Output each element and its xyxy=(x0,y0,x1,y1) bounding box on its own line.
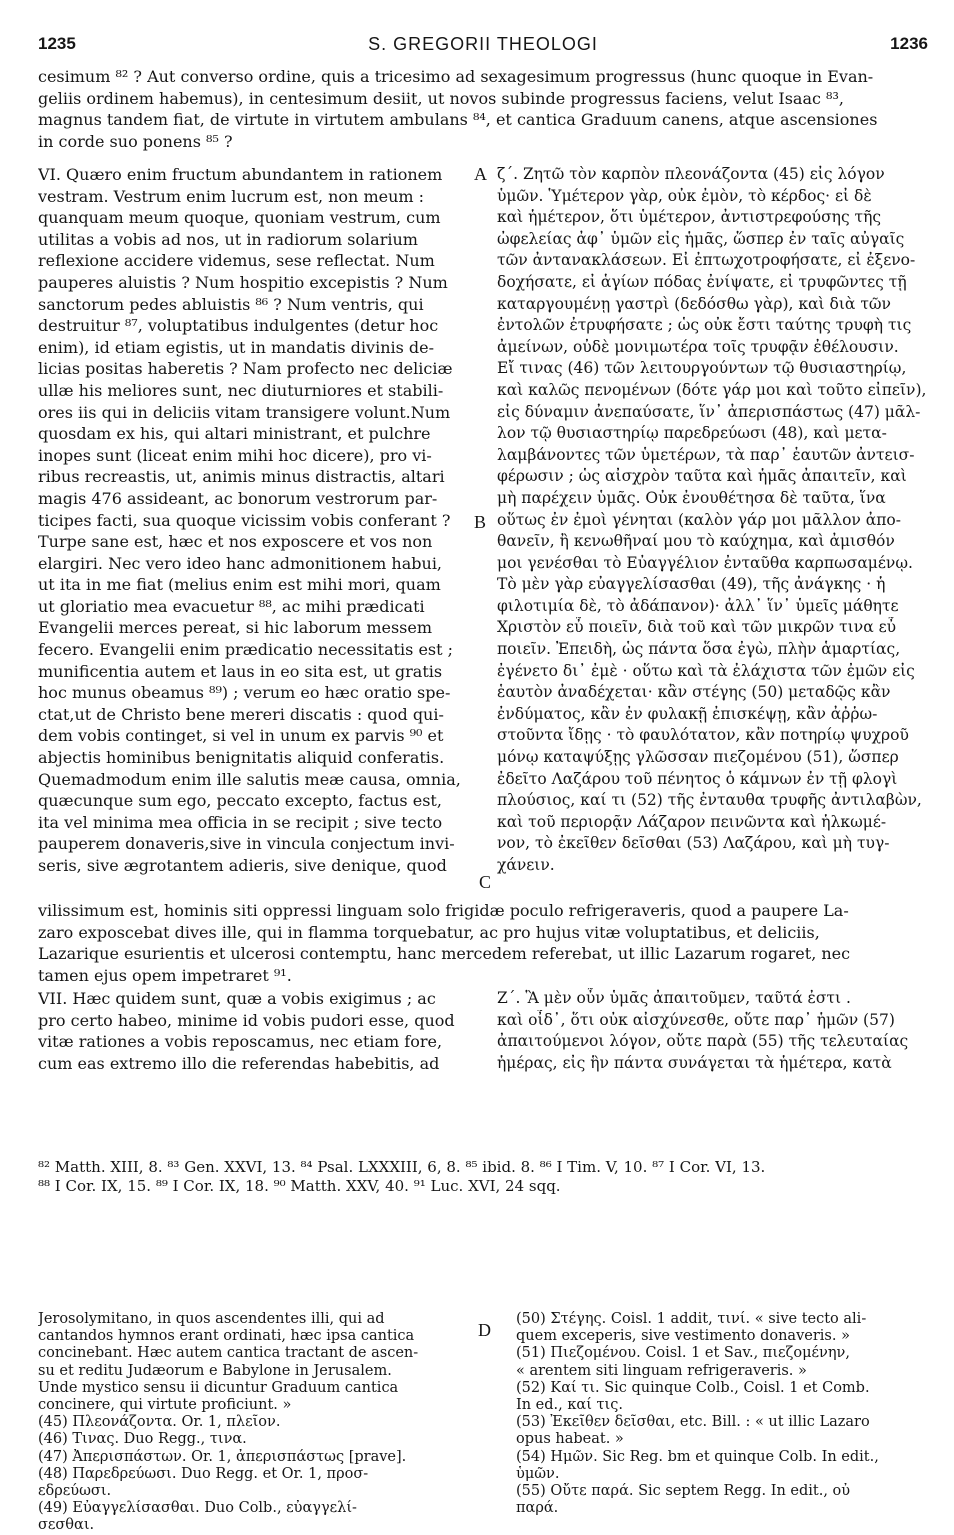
text-line: Χριστὸν εὖ ποιεῖν, διὰ τοῦ καὶ τῶν μικρῶν τινα εὖ xyxy=(497,618,897,637)
text-line: ut gloriatio mea evacuetur ⁸⁸, ac mihi prædicati xyxy=(38,596,425,616)
text-line: opus habeat. » xyxy=(516,1431,624,1448)
text-line: (45) Πλεονάζοντα. Or. 1, πλεῖον. xyxy=(38,1414,281,1431)
greek-column xyxy=(497,164,933,877)
text-line: pauperes aluistis ? Num hospitio excepistis ? Num xyxy=(38,272,448,292)
text-line: VI. Quæro enim fructum abundantem in rationem xyxy=(38,165,443,184)
text-line: εἰς δύναμιν ἀνεπαύσατε, ἵν᾽ ἀπερισπάστως (47) μᾶλ- xyxy=(497,402,921,421)
text-line: elargiri. Nec vero ideo hanc admonitionem habui, xyxy=(38,553,443,573)
latin-column xyxy=(38,164,470,877)
text-line: ἐντολῶν ἐτρυφήσατε ; ὡς οὐκ ἔστι ταύτης τρυφὴ τις xyxy=(497,316,912,335)
text-line: οὕτως ἐν ἐμοὶ γένηται (καλὸν γάρ μοι μᾶλλον ἀπο- xyxy=(497,510,901,529)
text-line: ὑμῶν. xyxy=(516,1465,560,1482)
text-line: (53) Ἐκεῖθεν δεῖσθαι, etc. Bill. : « ut illic Lazaro xyxy=(516,1414,870,1431)
text-line: ἐνδύματος, κἂν ἐν φυλακῇ ἐπισκέψῃ, κἂν ἀῤῥω- xyxy=(497,704,878,723)
text-line: ἐδεῖτο Λαζάρου τοῦ πένητος ὁ κάμνων ἐν τῇ φλογὶ xyxy=(497,769,898,788)
text-line: ὠφελείας ἀφ᾽ ὑμῶν εἰς ἡμᾶς, ὥσπερ ἐν ταῖς αὐγαῖς xyxy=(497,229,905,248)
text-line: θανεῖν, ἢ κενωθῆναί μου τὸ καύχημα, καὶ ἀμισθόν xyxy=(497,532,895,551)
text-line: pro certo habeo, minime id vobis pudori esse, quod xyxy=(38,1010,455,1030)
text-line: ἀπαιτούμενοι λόγον, οὔτε παρὰ (55) τῆς τελευταίας xyxy=(497,1032,909,1051)
text-line: pauperem donaveris,sive in vincula conjectum invi- xyxy=(38,834,455,854)
critical-notes-left xyxy=(38,1311,470,1535)
page-number-left: 1235 xyxy=(38,34,76,53)
text-line: (49) Εὐαγγελίσασθαι. Duo Colb., εὐαγγελί- xyxy=(38,1500,357,1517)
text-line: (55) Οὔτε παρά. Sic septem Regg. In edit., οὐ xyxy=(516,1483,851,1500)
text-line: μόνῳ καταψύξῃς γλῶσσαν πιεζομένου (51), ὥσπερ xyxy=(497,748,899,767)
middle-paragraph xyxy=(38,900,928,986)
greek-column-2 xyxy=(497,988,933,1074)
section-marker-c: C xyxy=(479,872,492,892)
text-line: φιλοτιμία δὲ, τὸ ἀδάπανον)· ἀλλ᾽ ἵν᾽ ὑμεῖς μάθητε xyxy=(497,596,899,615)
text-line: ποιεῖν. Ἐπειδὴ, ὡς πάντα ὅσα ἐγὼ, πλὴν ἁμαρτίας, xyxy=(497,640,901,659)
text-line: Unde mystico sensu ii dicuntur Graduum cantica xyxy=(38,1379,399,1396)
text-line: Ζ΄. Ἃ μὲν οὖν ὑμᾶς ἀπαιτοῦμεν, ταῦτά ἐστι . xyxy=(497,989,851,1007)
text-line: λον τῷ θυσιαστηρίῳ παρεδρεύωσι (48), καὶ μετα- xyxy=(497,424,887,443)
text-line: μοι γενέσθαι τὸ Εὐαγγέλιον ἐνταῦθα καρπωσαμένῳ. xyxy=(497,553,913,572)
text-line: quæcunque sum ego, peccato excepto, factus est, xyxy=(38,791,442,811)
text-line: παρά. xyxy=(516,1500,559,1517)
text-line: ἡμέρας, εἰς ἣν πάντα συνάγεται τὰ ἡμέτερα, κατὰ xyxy=(497,1053,892,1072)
text-line: geliis ordinem habemus), in centesimum desiit, ut novos subinde progressus faciens, velut Isaac ⁸³, xyxy=(38,88,844,108)
text-line: concinere, qui virtute proficiunt. » xyxy=(38,1397,292,1414)
text-line: καὶ ἡμέτερον, ὅτι ὑμέτερον, ἀντιστρεφούσης τῆς xyxy=(497,208,882,227)
text-line: ullæ his meliores sunt, nec diuturniores et stabili- xyxy=(38,380,444,400)
text-line: su et reditu Judæorum e Babylone in Jerusalem. xyxy=(38,1362,392,1379)
text-line: vilissimum est, hominis siti oppressi linguam solo frigidæ poculo refrigeraveris, quod a paupere La- xyxy=(38,901,849,920)
text-line: χάνειν. xyxy=(497,856,555,874)
text-line: ita vel minima mea officia in se recipit ; sive tecto xyxy=(38,812,443,832)
text-line: zaro exposcebat dives ille, qui in flamma torquebatur, ac pro hujus vitæ voluptatibus, et deliciis, xyxy=(38,922,820,942)
page-number-right: 1236 xyxy=(890,34,928,53)
text-line: sanctorum pedes abluistis ⁸⁶ ? Num ventris, qui xyxy=(38,294,424,314)
text-line: καταργουμένῃ γαστρὶ (δεδόσθω γὰρ), καὶ διὰ τῶν xyxy=(497,294,891,313)
text-line: στοῦντα ἴδῃς · τὸ φαυλότατον, κἂν ποτηρίῳ ψυχροῦ xyxy=(497,726,909,745)
text-line: enim), id etiam egistis, ut in mandatis divinis de- xyxy=(38,337,435,357)
text-line: πλούσιος, καί τι (52) τῆς ἐνταυθα τρυφῆς ἀντιλαβὼν, xyxy=(497,791,922,810)
text-line: cum eas extremo illo die referendas habebitis, ad xyxy=(38,1053,440,1073)
text-line: καὶ οἶδ᾽, ὅτι οὐκ αἰσχύνεσθε, οὔτε παρ᾽ ἡμῶν (57) xyxy=(497,1010,895,1029)
text-line: quem exceperis, sive vestimento donaveris. » xyxy=(516,1328,850,1345)
text-line: in corde suo ponens ⁸⁵ ? xyxy=(38,131,233,151)
text-line: vitæ rationes a vobis reposcamus, nec etiam fore, xyxy=(38,1032,443,1052)
text-line: Lazarique esurientis et ulcerosi contemptu, hanc mercedem referebat, ut illic Lazarum rogaret, nec xyxy=(38,944,851,964)
text-line: ⁸⁸ I Cor. IX, 15. ⁸⁹ I Cor. IX, 18. ⁹⁰ Matth. XXV, 40. ⁹¹ Luc. XVI, 24 sqq. xyxy=(38,1177,561,1195)
text-line: σεσθαι. xyxy=(38,1517,95,1534)
text-line: VII. Hæc quidem sunt, quæ a vobis exigimus ; ac xyxy=(38,989,436,1008)
text-line: hoc munus obeamus ⁸⁹) ; verum eo hæc oratio spe- xyxy=(38,683,451,703)
text-line: (47) Ἀπερισπάστων. Or. 1, ἀπερισπάστως [prave]. xyxy=(38,1448,407,1465)
text-line: φέρωσιν ; ὡς αἰσχρὸν ταῦτα καὶ ἡμᾶς ἀπαιτεῖν, καὶ xyxy=(497,467,907,486)
text-line: (50) Στέγης. Coisl. 1 addit, τινί. « sive tecto ali- xyxy=(516,1311,867,1327)
text-line: tamen ejus opem impetraret ⁹¹. xyxy=(38,965,292,985)
text-line: ὑμῶν. Ὑμέτερον γὰρ, οὐκ ἐμὸν, τὸ κέρδος· εἰ δὲ xyxy=(497,186,872,205)
text-line: Evangelii merces pereat, si hic laborum messem xyxy=(38,618,433,638)
page-header xyxy=(38,34,928,60)
text-line: καὶ τοῦ περιορᾷν Λάζαρον πεινῶντα καὶ ἡλκωμέ- xyxy=(497,812,887,831)
section-marker-a: A xyxy=(474,164,487,184)
section-marker-b: B xyxy=(474,512,487,532)
text-line: ἑαυτὸν ἀναδέχεται· κἂν στέγης (50) μεταδῷς κἂν xyxy=(497,683,891,702)
text-line: (46) Τινας. Duo Regg., τινα. xyxy=(38,1431,247,1448)
text-line: ἐγένετο δι᾽ ἐμὲ · οὕτω καὶ τὰ ἐλάχιστα τῶν ἐμῶν εἰς xyxy=(497,661,915,680)
text-line: τῶν ἀντανακλάσεων. Εἰ ἐπτωχοτροφήσατε, εἰ ἐξενο- xyxy=(497,251,916,270)
text-line: (52) Καί τι. Sic quinque Colb., Coisl. 1 et Comb. xyxy=(516,1379,870,1396)
text-line: ticipes facti, sua quoque vicissim vobis conferant ? xyxy=(38,510,451,530)
text-line: Εἴ τινας (46) τῶν λειτουργούντων τῷ θυσιαστηρίῳ, xyxy=(497,359,907,378)
text-line: cantandos hymnos erant ordinati, hæc ipsa cantica xyxy=(38,1328,415,1345)
text-line: (54) Ημῶν. Sic Reg. bm et quinque Colb. In edit., xyxy=(516,1448,879,1465)
text-line: quosdam ex his, qui altari ministrant, et pulchre xyxy=(38,424,431,444)
text-line: ores iis qui in deliciis vitam transigere volunt.Num xyxy=(38,402,451,422)
text-line: quanquam meum quoque, quoniam vestrum, cum xyxy=(38,208,441,228)
text-line: ut ita in me fiat (melius enim est mihi mori, quam xyxy=(38,575,441,595)
section-marker-d: D xyxy=(478,1320,491,1340)
text-line: destruitur ⁸⁷, voluptatibus indulgentes (detur hoc xyxy=(38,316,439,336)
text-line: Jerosolymitano, in quos ascendentes illi, qui ad xyxy=(38,1311,385,1327)
text-line: dem vobis continget, si vel in unum ex parvis ⁹⁰ et xyxy=(38,726,444,746)
text-line: reflexione accidere videmus, sese reflectat. Num xyxy=(38,251,435,271)
text-line: seris, sive ægrotantem adieris, sive denique, quod xyxy=(38,856,447,875)
text-line: ζ΄. Ζητῶ τὸν καρπὸν πλεονάζοντα (45) εἰς λόγον xyxy=(497,165,885,183)
text-line: cesimum ⁸² ? Aut converso ordine, quis a tricesimo ad sexagesimum progressus (hunc quoque in Evan- xyxy=(38,67,874,86)
text-line: (51) Πιεζομένου. Coisl. 1 et Sav., πιεζομένην, xyxy=(516,1345,850,1362)
text-line: λαμβάνοντες τῶν ὑμετέρων, τὰ παρ᾽ ἑαυτῶν ἀντεισ- xyxy=(497,445,915,464)
text-line: inopes sunt (liceat enim mihi hoc dicere), pro vi- xyxy=(38,445,432,465)
text-line: licias positas haberetis ? Nam profecto nec deliciæ xyxy=(38,359,453,379)
latin-column-2 xyxy=(38,988,470,1074)
text-line: ⁸² Matth. XIII, 8. ⁸³ Gen. XXVI, 13. ⁸⁴ Psal. LXXXIII, 6, 8. ⁸⁵ ibid. 8. ⁸⁶ I Tim. V, 10. ⁸⁷ I Cor. VI, 13. xyxy=(38,1158,766,1176)
text-line: concinebant. Hæc autem cantica tractant de ascen- xyxy=(38,1345,419,1362)
text-line: ctat,ut de Christo bene mereri discatis : quod qui- xyxy=(38,704,444,724)
text-line: μὴ παρέχειν ὑμᾶς. Οὐκ ἐνουθέτησα δὲ ταῦτα, ἵνα xyxy=(497,488,886,507)
scripture-footnotes xyxy=(38,1158,928,1196)
text-line: Τὸ μὲν γὰρ εὐαγγελίσασθαι (49), τῆς ἀνάγκης · ἡ xyxy=(497,575,886,594)
text-line: fecero. Evangelii enim prædicatio necessitatis est ; xyxy=(38,640,454,660)
text-line: (48) Παρεδρεύωσι. Duo Regg. et Or. 1, προσ- xyxy=(38,1465,369,1482)
critical-notes-right xyxy=(516,1311,928,1517)
running-title: S. GREGORII THEOLOGI xyxy=(368,34,598,54)
text-line: καὶ καλῶς πενομένων (δότε γάρ μοι καὶ τοῦτο εἰπεῖν), xyxy=(497,380,927,399)
text-line: ἀμείνων, οὐδὲ μονιμωτέρα τοῖς τρυφᾷν ἐθέλουσιν. xyxy=(497,337,899,356)
text-line: utilitas a vobis ad nos, ut in radiorum solarium xyxy=(38,229,418,249)
text-line: In ed., καί τις. xyxy=(516,1397,623,1414)
text-line: εδρεύωσι. xyxy=(38,1483,112,1500)
text-line: munificentia autem et laus in eo sita est, ut gratis xyxy=(38,661,443,681)
text-line: abjectis hominibus benignitatis aliquid conferatis. xyxy=(38,748,445,768)
text-line: ribus recreastis, ut, animis minus distractis, altari xyxy=(38,467,445,487)
text-line: magnus tandem fiat, de virtute in virtutem ambulans ⁸⁴, et cantica Graduum canens, atque ascensiones xyxy=(38,110,878,130)
top-paragraph xyxy=(38,66,928,152)
text-line: δοχήσατε, εἰ ἁγίων πόδας ἐνίψατε, εἰ τρυφῶντες τῇ xyxy=(497,272,907,291)
text-line: « arentem siti linguam refrigeraveris. » xyxy=(516,1362,807,1379)
text-line: vestram. Vestrum enim lucrum est, non meum : xyxy=(38,186,425,206)
text-line: νον, τὸ ἐκεῖθεν δεῖσθαι (53) Λαζάρου, καὶ μὴ τυγ- xyxy=(497,834,890,853)
text-line: Quemadmodum enim ille salutis meæ causa, omnia, xyxy=(38,769,461,789)
text-line: magis 476 assideant, ac bonorum vestrorum par- xyxy=(38,488,438,508)
text-line: Turpe sane est, hæc et nos exposcere et vos non xyxy=(38,532,433,552)
